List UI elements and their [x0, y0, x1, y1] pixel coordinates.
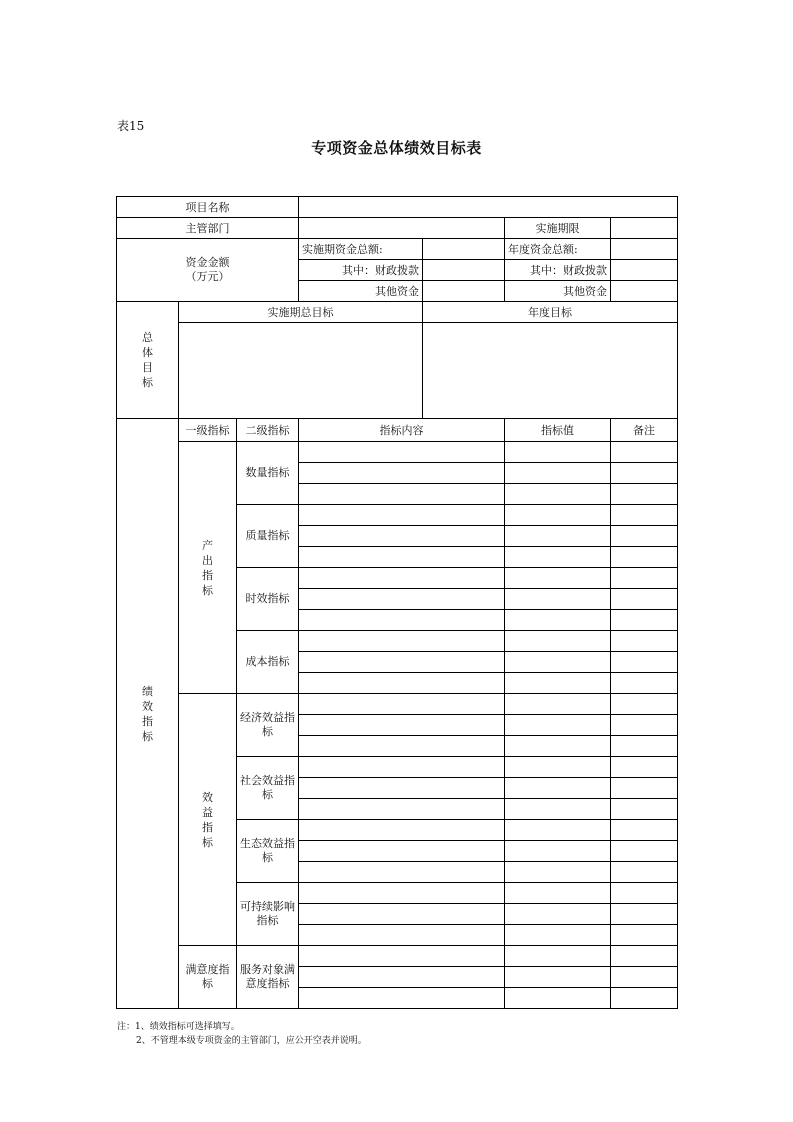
social-benefit-label: 社会效益指标	[237, 757, 299, 820]
fund-amount-label	[117, 239, 299, 302]
cost-indicator-label: 成本指标	[237, 631, 299, 694]
fund-amount-text: 资金金额	[185, 256, 230, 269]
indicator-content-cell[interactable]	[299, 589, 505, 610]
indicator-remark-cell[interactable]	[611, 484, 678, 505]
indicator-remark-cell[interactable]	[611, 841, 678, 862]
indicator-value-cell[interactable]	[505, 820, 611, 841]
indicator-content-cell[interactable]	[299, 547, 505, 568]
indicator-remark-cell[interactable]	[611, 736, 678, 757]
indicator-value-cell[interactable]	[505, 673, 611, 694]
period-field[interactable]	[611, 218, 678, 239]
fund-unit-text: （万元）	[185, 270, 230, 283]
project-name-label: 项目名称	[117, 197, 299, 218]
year-fiscal-field[interactable]	[611, 260, 678, 281]
indicator-value-cell[interactable]	[505, 883, 611, 904]
period-other-field[interactable]	[423, 281, 505, 302]
indicator-value-cell[interactable]	[505, 463, 611, 484]
indicator-content-cell[interactable]	[299, 736, 505, 757]
indicator-remark-cell[interactable]	[611, 925, 678, 946]
performance-goal-table	[116, 196, 678, 1009]
indicator-value-cell[interactable]	[505, 568, 611, 589]
output-indicator-label: 产出指标	[202, 538, 213, 597]
indicator-value-cell[interactable]	[505, 526, 611, 547]
indicator-value-cell[interactable]	[505, 694, 611, 715]
indicator-value-cell[interactable]	[505, 799, 611, 820]
benefit-indicator-label: 效益指标	[202, 790, 213, 849]
indicator-content-cell[interactable]	[299, 946, 505, 967]
indicator-remark-cell[interactable]	[611, 547, 678, 568]
overall-goal-label: 总体目标	[142, 331, 153, 389]
indicator-content-cell[interactable]	[299, 463, 505, 484]
footnotes	[117, 1020, 367, 1048]
indicator-content-cell[interactable]	[299, 673, 505, 694]
indicator-value-cell[interactable]	[505, 589, 611, 610]
indicator-remark-cell[interactable]	[611, 694, 678, 715]
indicator-remark-cell[interactable]	[611, 946, 678, 967]
indicator-content-cell[interactable]	[299, 820, 505, 841]
timeliness-indicator-label: 时效指标	[237, 568, 299, 631]
output-indicator-cell	[179, 442, 237, 694]
indicator-value-cell[interactable]	[505, 484, 611, 505]
indicator-content-cell[interactable]	[299, 652, 505, 673]
indicator-value-cell[interactable]	[505, 904, 611, 925]
indicator-content-cell[interactable]	[299, 568, 505, 589]
indicator-value-cell[interactable]	[505, 988, 611, 1009]
indicator-content-cell[interactable]	[299, 883, 505, 904]
indicator-content-cell[interactable]	[299, 610, 505, 631]
period-label: 实施期限	[505, 218, 611, 239]
indicator-value-cell[interactable]	[505, 757, 611, 778]
indicator-content-cell[interactable]	[299, 505, 505, 526]
indicator-value-cell[interactable]	[505, 862, 611, 883]
period-total-field[interactable]	[423, 239, 505, 260]
year-total-label: 年度资金总额:	[505, 239, 611, 260]
indicator-content-cell[interactable]	[299, 841, 505, 862]
period-goal-header: 实施期总目标	[179, 302, 423, 323]
indicator-content-cell[interactable]	[299, 967, 505, 988]
performance-indicator-label-cell	[117, 419, 179, 1009]
page-title: 专项资金总体绩效目标表	[311, 139, 482, 157]
indicator-value-cell[interactable]	[505, 505, 611, 526]
level1-header: 一级指标	[179, 419, 237, 442]
quantity-indicator-label: 数量指标	[237, 442, 299, 505]
indicator-content-cell[interactable]	[299, 925, 505, 946]
ecological-benefit-label: 生态效益指标	[237, 820, 299, 883]
indicator-remark-cell[interactable]	[611, 631, 678, 652]
indicator-content-cell[interactable]	[299, 988, 505, 1009]
indicator-content-cell[interactable]	[299, 862, 505, 883]
indicator-remark-cell[interactable]	[611, 610, 678, 631]
indicator-remark-cell[interactable]	[611, 715, 678, 736]
indicator-value-cell[interactable]	[505, 652, 611, 673]
indicator-remark-cell[interactable]	[611, 463, 678, 484]
indicator-remark-cell[interactable]	[611, 505, 678, 526]
indicator-content-cell[interactable]	[299, 631, 505, 652]
period-other-label: 其他资金	[299, 281, 423, 302]
indicator-content-cell[interactable]	[299, 442, 505, 463]
table-number: 表15	[117, 119, 145, 133]
indicator-remark-cell[interactable]	[611, 757, 678, 778]
footnote-2: 2、不管理本级专项资金的主管部门，应公开空表并说明。	[136, 1036, 367, 1046]
indicator-value-cell[interactable]	[505, 442, 611, 463]
period-fiscal-label: 其中：财政拨款	[299, 260, 423, 281]
indicator-value-cell[interactable]	[505, 610, 611, 631]
year-fiscal-label: 其中：财政拨款	[505, 260, 611, 281]
period-fiscal-field[interactable]	[423, 260, 505, 281]
indicator-remark-cell[interactable]	[611, 673, 678, 694]
indicator-value-cell[interactable]	[505, 925, 611, 946]
performance-indicator-label: 绩效指标	[142, 684, 153, 743]
year-other-field[interactable]	[611, 281, 678, 302]
year-total-field[interactable]	[611, 239, 678, 260]
indicator-remark-cell[interactable]	[611, 904, 678, 925]
indicator-value-cell[interactable]	[505, 715, 611, 736]
project-name-field[interactable]	[299, 197, 678, 218]
indicator-remark-cell[interactable]	[611, 820, 678, 841]
benefit-indicator-cell	[179, 694, 237, 946]
economic-benefit-label: 经济效益指标	[237, 694, 299, 757]
content-header: 指标内容	[299, 419, 505, 442]
level2-header: 二级指标	[237, 419, 299, 442]
indicator-value-cell[interactable]	[505, 778, 611, 799]
department-field[interactable]	[299, 218, 505, 239]
year-goal-header: 年度目标	[423, 302, 678, 323]
quality-indicator-label: 质量指标	[237, 505, 299, 568]
indicator-content-cell[interactable]	[299, 904, 505, 925]
indicator-remark-cell[interactable]	[611, 589, 678, 610]
indicator-remark-cell[interactable]	[611, 568, 678, 589]
indicator-remark-cell[interactable]	[611, 526, 678, 547]
footnote-1: 注：1、绩效指标可选择填写。	[117, 1022, 240, 1032]
indicator-value-cell[interactable]	[505, 967, 611, 988]
service-satisfaction-label: 服务对象满意度指标	[237, 946, 299, 1009]
remarks-header: 备注	[611, 419, 678, 442]
period-total-label: 实施期资金总额:	[299, 239, 423, 260]
indicator-remark-cell[interactable]	[611, 988, 678, 1009]
year-goal-field[interactable]	[423, 323, 678, 419]
indicator-value-cell[interactable]	[505, 547, 611, 568]
sustainable-impact-label: 可持续影响指标	[237, 883, 299, 946]
indicator-content-cell[interactable]	[299, 757, 505, 778]
overall-goal-label-cell	[117, 302, 179, 419]
year-other-label: 其他资金	[505, 281, 611, 302]
period-goal-field[interactable]	[179, 323, 423, 419]
indicator-content-cell[interactable]	[299, 694, 505, 715]
indicator-remark-cell[interactable]	[611, 652, 678, 673]
value-header: 指标值	[505, 419, 611, 442]
indicator-value-cell[interactable]	[505, 631, 611, 652]
indicator-value-cell[interactable]	[505, 946, 611, 967]
indicator-remark-cell[interactable]	[611, 862, 678, 883]
indicator-content-cell[interactable]	[299, 778, 505, 799]
indicator-content-cell[interactable]	[299, 526, 505, 547]
indicator-remark-cell[interactable]	[611, 883, 678, 904]
indicator-remark-cell[interactable]	[611, 442, 678, 463]
indicator-value-cell[interactable]	[505, 841, 611, 862]
indicator-content-cell[interactable]	[299, 715, 505, 736]
satisfaction-indicator-label: 满意度指标	[179, 946, 237, 1009]
department-label: 主管部门	[117, 218, 299, 239]
indicator-remark-cell[interactable]	[611, 967, 678, 988]
indicator-content-cell[interactable]	[299, 799, 505, 820]
indicator-value-cell[interactable]	[505, 736, 611, 757]
indicator-remark-cell[interactable]	[611, 778, 678, 799]
indicator-remark-cell[interactable]	[611, 799, 678, 820]
indicator-content-cell[interactable]	[299, 484, 505, 505]
